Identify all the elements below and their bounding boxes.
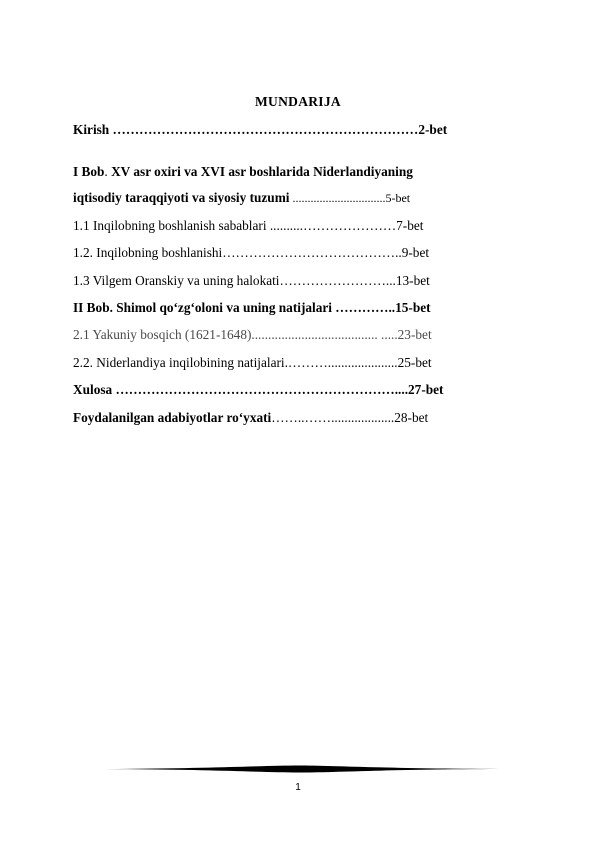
footer-divider: [82, 764, 514, 774]
toc-entry-chapter-1-line-2: [73, 189, 513, 207]
chapter-separator: .: [104, 164, 112, 179]
toc-entry-xulosa: Xulosa ………………………………………………………....27-bet: [73, 382, 444, 397]
toc-entry-1-1: 1.1 Inqilobning boshlanish sabablari ..........…………………7-bet: [73, 218, 424, 233]
toc-entry-chapter-2: II Bob. Shimol qo‘zg‘oloni va uning natijalari …………..15-bet: [73, 300, 431, 315]
chapter-heading-continued: iqtisodiy taraqqiyoti va siyosiy tuzumi: [73, 190, 290, 205]
bibliography-heading: Foydalanilgan adabiyotlar ro‘yxati: [73, 410, 272, 425]
chapter-heading: XV asr oxiri va XVI asr boshlarida Niderlandiyaning: [111, 164, 413, 179]
toc-entry-2-1: 2.1 Yakuniy bosqich (1621-1648)...................................... .....23-bet: [73, 327, 432, 342]
toc-title: MUNDARIJA: [255, 94, 341, 109]
chapter-number: I Bob: [73, 164, 105, 179]
toc-entry-1-2: 1.2. Inqilobning boshlanishi…………………………………..9-bet: [73, 245, 430, 260]
toc-entry-chapter-1-line-1: [73, 163, 513, 180]
toc-leader: ...............................5-bet: [289, 191, 411, 205]
toc-entry-1-3: 1.3 Vilgem Oranskiy va uning halokati……………………...13-bet: [73, 273, 430, 288]
page-number: 1: [295, 782, 301, 793]
toc-entry-2-2: 2.2. Niderlandiya inqilobining natijalari.……….....................25-bet: [73, 355, 432, 370]
toc-leader: ……..……...................28-bet: [271, 410, 429, 425]
toc-entry-bibliography: [73, 409, 513, 426]
toc-entry-kirish: Kirish ……………………………………………………………2-bet: [73, 122, 448, 137]
